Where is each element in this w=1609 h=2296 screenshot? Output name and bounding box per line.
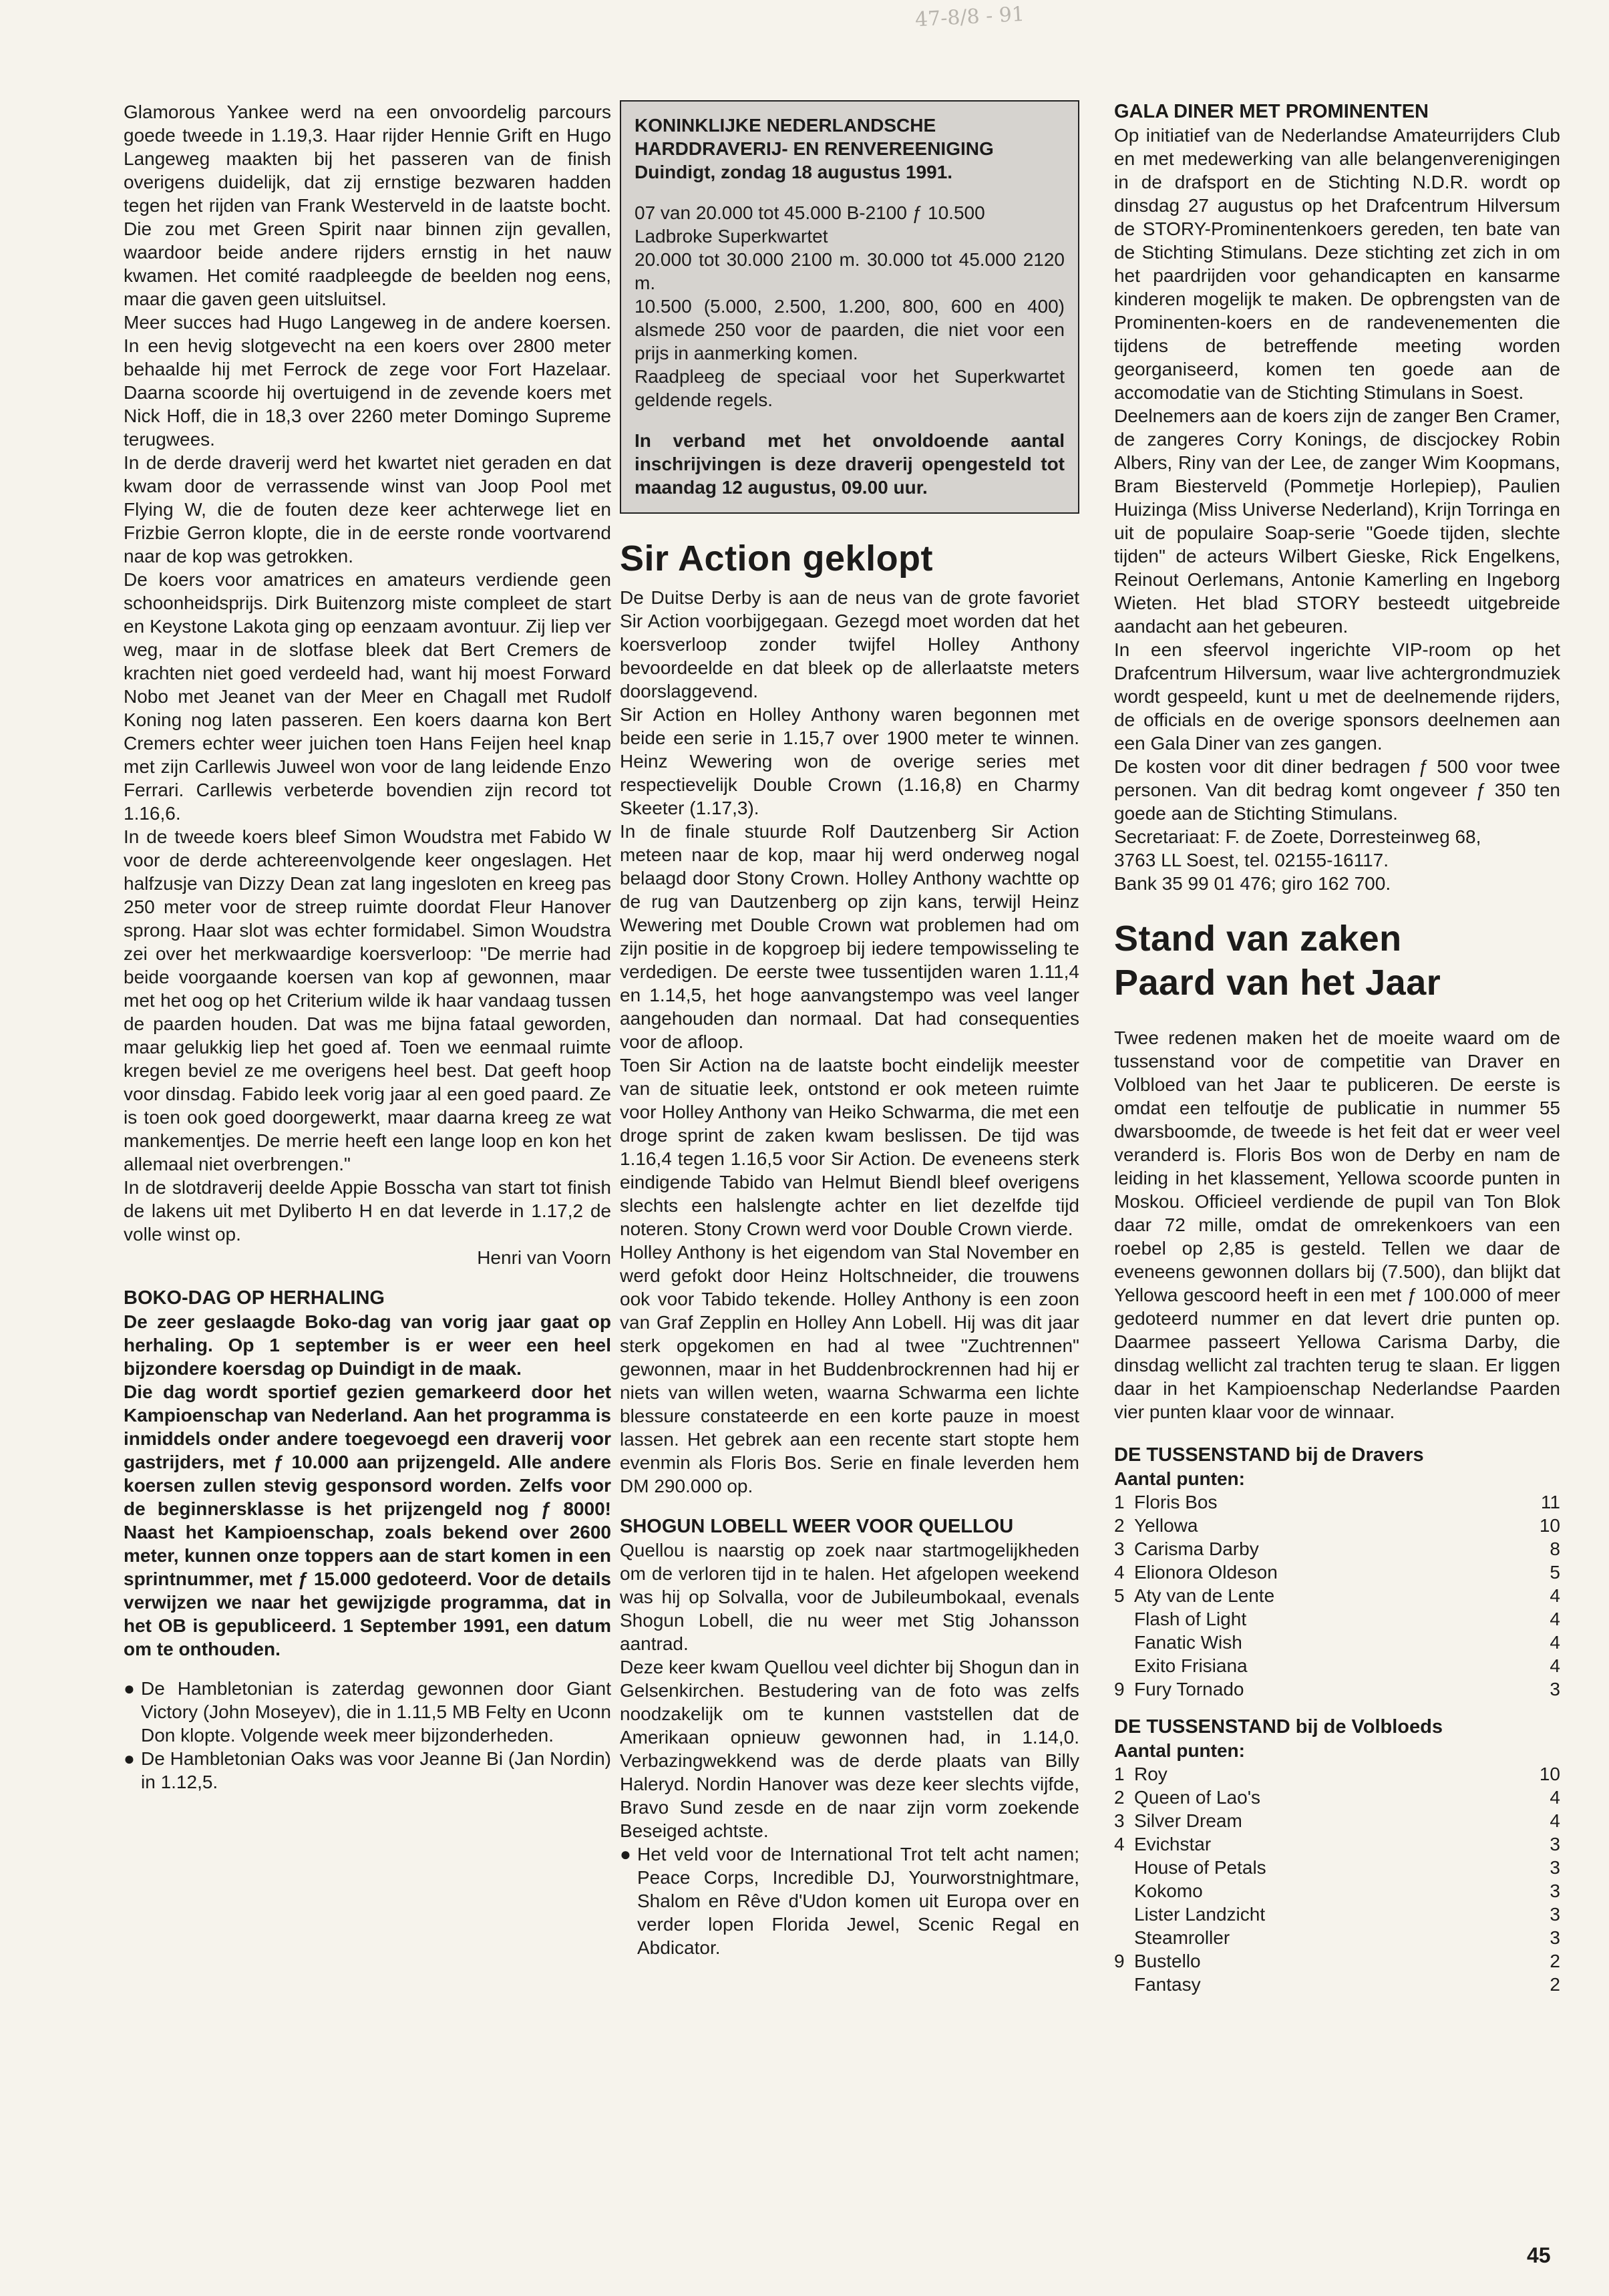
rank-cell xyxy=(1114,1856,1134,1879)
bullet-icon: ● xyxy=(620,1844,631,1864)
horse-name-cell: Queen of Lao's xyxy=(1134,1787,1261,1808)
article-paragraph: De zeer geslaagde Boko-dag van vorig jaar gaat op herhaling. Op 1 september is er weer een heel bijzondere koersdag op Duindigt in de maak. xyxy=(124,1311,611,1379)
points-cell: 10 xyxy=(1539,1764,1560,1784)
table-row xyxy=(1114,1809,1560,1832)
article-paragraph: Quellou is naarstig op zoek naar startmogelijkheden om de verloren tijd in te halen. Het afgelopen weekend was hij op Solvalla, voor de Jubileumbokaal, evenals Shogun Lobell, die nu weer met Stig Johansson aantrad. xyxy=(620,1540,1079,1654)
race-announcement-box xyxy=(620,100,1079,514)
horse-name-cell: Steamroller xyxy=(1134,1927,1230,1948)
table-row xyxy=(1114,1949,1560,1973)
article-paragraph: Holley Anthony is het eigendom van Stal November en werd gefokt door Heinz Holtschneider, die trouwens ook voor Tabido tekende. Holley Anthony is een zoon van Graf Zepplin en Holley Ann Lobell. Hij was dit jaar sterk opgekomen en had al twee "Zuchtrennen" gewonnen, maar in het Buddenbrockrennen had hij er niets van willen weten, waarna Schwarma een lichte blessure constateerde en een korte pauze in moest lassen. Het gebrek aan een recente start stopte hem evenmin als Floris Bos. Serie en finale leverden hem DM 290.000 op. xyxy=(620,1242,1079,1496)
table-row xyxy=(1114,1879,1560,1903)
bullet-text: De Hambletonian Oaks was voor Jeanne Bi (Jan Nordin) in 1.12,5. xyxy=(141,1748,611,1792)
horse-name-cell: Exito Frisiana xyxy=(1134,1655,1248,1676)
table-row xyxy=(1114,1677,1560,1701)
rank-cell: 1 xyxy=(1114,1764,1125,1784)
box-title: HARDDRAVERIJ- EN RENVEREENIGING xyxy=(635,138,994,159)
article-paragraph: In een sfeervol ingerichte VIP-room op het Drafcentrum Hilversum, waar live achtergrondmuziek wordt gespeeld, kunt u met de deelnemende rijders, de officials en de overige sponsors deelnemen aan een Gala Diner van zes gangen. xyxy=(1114,639,1560,754)
rank-cell: 3 xyxy=(1114,1538,1125,1559)
pencil-mark: 47-8/8 - 91 xyxy=(914,2,1025,32)
rank-cell: 2 xyxy=(1114,1787,1125,1808)
horse-name-cell: Aty van de Lente xyxy=(1134,1585,1275,1606)
rank-cell: 2 xyxy=(1114,1515,1125,1536)
column-right xyxy=(1114,100,1560,1996)
rank-cell xyxy=(1114,1903,1134,1926)
horse-name-cell: Flash of Light xyxy=(1134,1609,1247,1629)
rank-cell: 5 xyxy=(1114,1585,1125,1606)
bullet-icon: ● xyxy=(124,1748,135,1769)
table-row xyxy=(1114,1762,1560,1786)
points-cell: 3 xyxy=(1550,1834,1560,1854)
section-heading: SHOGUN LOBELL WEER VOOR QUELLOU xyxy=(620,1516,1014,1537)
table-row xyxy=(1114,1490,1560,1514)
article-paragraph: In de finale stuurde Rolf Dautzenberg Sir Action meteen naar de kop, maar hij werd onderweg nogal belaagd door Stony Crown. Holley Anthony wachtte op de rug van Dautzenberg op zijn kans, terwijl Heinz Wewering met Double Crown wat problemen had om zijn positie in de kopgroep bij iedere tempowisseling te verdedigen. De eerste twee tussentijden waren 1.11,4 en 1.14,5, het hoge aanvangstempo was veel langer aangehouden dan normaal. Dat had consequenties voor de afloop. xyxy=(620,821,1079,1052)
horse-name-cell: Fanatic Wish xyxy=(1134,1632,1242,1653)
standings-subtitle: Aantal punten: xyxy=(1114,1740,1245,1761)
horse-name-cell: Fury Tornado xyxy=(1134,1679,1244,1699)
article-headline: Paard van het Jaar xyxy=(1114,963,1441,1003)
horse-name-cell: Bustello xyxy=(1134,1951,1201,1971)
article-paragraph: Twee redenen maken het de moeite waard om de tussenstand voor de competitie van Draver en Volbloed van het Jaar te publiceren. De eerste is omdat een telfoutje de publicatie in nummer 55 dwarsboomde, de tweede is het feit dat er weer veel veranderd is. Floris Bos won de Derby en nam de leiding in het klassement, Yellowa scoorde punten in Moskou. Officieel verdiende de pupil van Ton Blok daar 72 mille, omdat de omrekenkoers van een roebel op 2,85 is gesteld. Tellen we daar de eveneens gewonnen dollars bij (7.500), dan blijkt dat Yellowa gescoord heeft in een met ƒ 100.000 of meer gedoteerd nummer en dat levert drie punten op. Daarmee passeert Yellowa Carisma Darby, die dinsdag wellicht zal trachten terug te slaan. Er liggen daar in het Kampioenschap Nederlandse Paarden vier punten klaar voor de winnaar. xyxy=(1114,1027,1560,1422)
table-row xyxy=(1114,1856,1560,1879)
article-headline: Sir Action geklopt xyxy=(620,538,934,579)
article-paragraph: De kosten voor dit diner bedragen ƒ 500 voor twee personen. Van dit bedrag komt ongeveer ƒ 350 ten goede aan de Stichting Stimulans. xyxy=(1114,756,1560,824)
standings-title: DE TUSSENSTAND bij de Dravers xyxy=(1114,1444,1424,1466)
section-heading: BOKO-DAG OP HERHALING xyxy=(124,1287,385,1309)
points-cell: 4 xyxy=(1550,1810,1560,1831)
points-cell: 2 xyxy=(1550,1951,1560,1971)
rank-cell xyxy=(1114,1926,1134,1949)
points-cell: 8 xyxy=(1550,1538,1560,1559)
table-row xyxy=(1114,1631,1560,1654)
horse-name-cell: House of Petals xyxy=(1134,1857,1266,1878)
box-text: Ladbroke Superkwartet xyxy=(635,226,828,247)
article-paragraph: In de tweede koers bleef Simon Woudstra met Fabido W voor de derde achtereenvolgende keer ongeslagen. Het halfzusje van Dizzy Dean zat lang ingesloten en kreeg pas 250 meter voor de streep ruimte doordat Fleur Hanover sprong. Haar slot was echter formidabel. Simon Woudstra zei over het merkwaardige koersverloop: "De merrie had beide voorgaande koersen van kop af gewonnen, maar met het oog op het Criterium wilde ik haar vandaag tussen de paarden houden. Dat was me bijna fataal geworden, maar gelukkig liep het goed af. Toen we eenmaal ruimte kregen beviel ze me overigens heel best. Dat geeft hoop voor dinsdag. Fabido leek vorig jaar al een goed paard. Ze is toen ook goed doorgewerkt, maar daarna kreeg ze wat mankementjes. De merrie heeft een lange loop en kon het allemaal niet overbrengen." xyxy=(124,826,611,1174)
rank-cell: 3 xyxy=(1114,1810,1125,1831)
points-cell: 3 xyxy=(1550,1927,1560,1948)
table-row xyxy=(1114,1584,1560,1607)
article-paragraph: Deze keer kwam Quellou veel dichter bij Shogun dan in Gelsenkirchen. Bestudering van de foto was zelfs noodzakelijk om te kunnen vaststellen dat de Amerikaan opnieuw gewonnen had, in 1.14,0. Verbazingwekkend was de derde plaats van Billy Haleryd. Nordin Hanover was deze keer slechts vijfde, Bravo Sund zesde en de naar zijn vorm zoekende Beseiged achtste. xyxy=(620,1657,1079,1841)
points-cell: 4 xyxy=(1550,1655,1560,1676)
rank-cell: 9 xyxy=(1114,1679,1125,1699)
box-text: 10.500 (5.000, 2.500, 1.200, 800, 600 en 400) alsmede 250 voor de paarden, die niet voor een prijs in aanmerking komen. xyxy=(635,296,1065,363)
contact-line: Bank 35 99 01 476; giro 162 700. xyxy=(1114,873,1391,894)
contact-line: Secretariaat: F. de Zoete, Dorresteinweg 68, xyxy=(1114,826,1481,847)
table-row xyxy=(1114,1973,1560,1996)
article-paragraph: Meer succes had Hugo Langeweg in de andere koersen. In een hevig slotgevecht na een koers over 2800 meter behaalde hij met Ferrock de zege voor Fort Hazelaar. Daarna scoorde hij overtuigend in de zevende koers met Nick Hoff, die in 18,3 over 2260 meter Domingo Supreme terugwees. xyxy=(124,312,611,450)
standings-subtitle: Aantal punten: xyxy=(1114,1468,1245,1489)
contact-line: 3763 LL Soest, tel. 02155-16117. xyxy=(1114,850,1389,870)
author-byline: Henri van Voorn xyxy=(477,1247,611,1268)
points-cell: 4 xyxy=(1550,1632,1560,1653)
box-text: Raadpleeg de speciaal voor het Superkwartet geldende regels. xyxy=(635,366,1065,410)
rank-cell xyxy=(1114,1607,1134,1631)
rank-cell xyxy=(1114,1879,1134,1903)
table-row xyxy=(1114,1514,1560,1537)
points-cell: 4 xyxy=(1550,1787,1560,1808)
horse-name-cell: Fantasy xyxy=(1134,1974,1201,1995)
rank-cell: 9 xyxy=(1114,1951,1125,1971)
points-cell: 11 xyxy=(1540,1492,1560,1512)
rank-cell: 1 xyxy=(1114,1492,1125,1512)
article-paragraph: Op initiatief van de Nederlandse Amateurrijders Club en met medewerking van alle belangenverenigingen in de drafsport en de Stichting N.D.R. wordt op dinsdag 27 augustus op het Drafcentrum Hilversum de STORY-Prominentenkoers gereden, ten bate van de Stichting Stimulans. Deze stichting zet zich in om het paardrijden voor gehandicapten en kansarme kinderen mogelijk te maken. De opbrengsten van de Prominenten-koers en de randevenementen die tijdens de betreffende meeting worden georganiseerd, komen ten goede aan de accomodatie van de Stichting Stimulans in Soest. xyxy=(1114,125,1560,403)
points-cell: 2 xyxy=(1550,1974,1560,1995)
box-text: 20.000 tot 30.000 2100 m. 30.000 tot 45.000 2120 m. xyxy=(635,249,1065,293)
table-row xyxy=(1114,1832,1560,1856)
article-paragraph: In de slotdraverij deelde Appie Bosscha van start tot finish de lakens uit met Dyliberto H en dat leverde in 1.17,2 de volle winst op. xyxy=(124,1177,611,1245)
news-bullet xyxy=(124,1747,611,1794)
standings-title: DE TUSSENSTAND bij de Volbloeds xyxy=(1114,1716,1443,1738)
horse-name-cell: Yellowa xyxy=(1134,1515,1198,1536)
box-text: 07 van 20.000 tot 45.000 B-2100 ƒ 10.500 xyxy=(635,202,985,223)
article-paragraph: De Duitse Derby is aan de neus van de grote favoriet Sir Action voorbijgegaan. Gezegd moet worden dat het koersverloop zonder twijfel Holley Anthony bevoordeelde en dat bleek op de allerlaatste meters doorslaggevend. xyxy=(620,587,1079,701)
horse-name-cell: Lister Landzicht xyxy=(1134,1904,1266,1925)
article-paragraph: Die dag wordt sportief gezien gemarkeerd door het Kampioenschap van Nederland. Aan het programma is inmiddels onder andere toegevoegd een draverij voor gastrijders, met ƒ 10.000 aan prijzengeld. Alle andere koersen zullen stevig gesponsord worden. Zelfs voor de beginnersklasse is het prijzengeld nog ƒ 8000! Naast het Kampioenschap, zoals bekend over 2600 meter, kunnen onze toppers aan de start komen in een sprintnummer, met ƒ 15.000 gedoteerd. Voor de details verwijzen we naar het gewijzigde programma, dat in het OB is gepubliceerd. 1 September 1991, een datum om te onthouden. xyxy=(124,1381,611,1659)
page-number: 45 xyxy=(1527,2243,1551,2267)
points-cell: 3 xyxy=(1550,1679,1560,1699)
article-paragraph: Toen Sir Action na de laatste bocht eindelijk meester van de situatie leek, ontstond er ook meteen ruimte voor Holley Anthony van Heiko Schwarma, die met een droge sprint de zaken kwam beslissen. De tijd was 1.16,4 tegen 1.16,5 voor Sir Action. De eveneens sterk eindigende Tabido van Helmut Biendl bleef overigens slechts een halslengte achter en liet dezelfde tijd noteren. Stony Crown werd voor Double Crown vierde. xyxy=(620,1055,1079,1239)
rank-cell: 4 xyxy=(1114,1834,1125,1854)
article-paragraph: Deelnemers aan de koers zijn de zanger Ben Cramer, de zangeres Corry Konings, de discjockey Robin Albers, Riny van der Lee, de zanger Wim Koopmans, Bram Biesterveld (Pommetje Horlepiep), Paulien Huizinga (Miss Universe Nederland), Krijn Torringa en uit de populaire Soap-serie "Goede tijden, slechte tijden" de acteurs Wilbert Gieske, Rick Engelkens, Reinout Oerlemans, Antonie Kamerling en Ingeborg Wieten. Het blad STORY besteedt uitgebreide aandacht aan het gebeuren. xyxy=(1114,405,1560,637)
horse-name-cell: Carisma Darby xyxy=(1134,1538,1259,1559)
table-row xyxy=(1114,1654,1560,1677)
news-bullet xyxy=(124,1677,611,1747)
rank-cell: 4 xyxy=(1114,1562,1125,1583)
table-row xyxy=(1114,1537,1560,1561)
column-left xyxy=(124,100,611,1794)
article-paragraph: Sir Action en Holley Anthony waren begonnen met beide een serie in 1.15,7 over 1900 meter te winnen. Heinz Wewering won de overige series met respectievelijk Double Crown (1.16,8) en Charmy Skeeter (1.17,3). xyxy=(620,704,1079,818)
rank-cell xyxy=(1114,1631,1134,1654)
bullet-text: Het veld voor de International Trot telt acht namen; Peace Corps, Incredible DJ, Yourworstnightmare, Shalom en Rêve d'Udon komen uit Europa over en verder lopen Florida Jewel, Scenic Regal en Abdicator. xyxy=(637,1844,1079,1958)
points-cell: 5 xyxy=(1550,1562,1560,1583)
table-row xyxy=(1114,1926,1560,1949)
horse-name-cell: Floris Bos xyxy=(1134,1492,1218,1512)
bullet-text: De Hambletonian is zaterdag gewonnen door Giant Victory (John Moseyev), die in 1.11,5 MB Felty en Uconn Don klopte. Volgende week meer bijzonderheden. xyxy=(141,1678,611,1746)
article-headline: Stand van zaken xyxy=(1114,919,1402,959)
horse-name-cell: Kokomo xyxy=(1134,1880,1203,1901)
box-note: In verband met het onvoldoende aantal inschrijvingen is deze draverij opengesteld tot maandag 12 augustus, 09.00 uur. xyxy=(635,430,1065,498)
section-heading: GALA DINER MET PROMINENTEN xyxy=(1114,101,1429,122)
bullet-icon: ● xyxy=(124,1678,135,1699)
article-paragraph: Glamorous Yankee werd na een onvoordelig parcours goede tweede in 1.19,3. Haar rijder Hennie Grift en Hugo Langeweg maakten bij het passeren van de finish overigens duidelijk, dat zij ernstige bezwaren hadden tegen het rijden van Frank Westerveld in de laatste bocht. Die zou met Green Spirit naar binnen zijn gevallen, waardoor beide andere rijders ernstig in het nauw kwamen. Het comité raadpleegde de beelden nog eens, maar die gaven geen uitsluitsel. xyxy=(124,102,611,309)
article-paragraph: In de derde draverij werd het kwartet niet geraden en dat kwam door de verrassende winst van Joop Pool met Flying W, die de fouten deze keer achterwege liet en Frizbie Gerron klopte, die in de eerste ronde voortvarend naar de kop was getrokken. xyxy=(124,452,611,566)
article-paragraph: De koers voor amatrices en amateurs verdiende geen schoonheidsprijs. Dirk Buitenzorg miste compleet de start en Keystone Lakota ging op eenzaam avontuur. Zij liep ver weg, maar in de slotfase bleek dat Bert Cremers de krachten niet goed verdeeld had, want hij moest Forward Nobo met Jeanet van der Meer en Chagall met Rudolf Koning nog laten passeren. Een koers daarna kon Bert Cremers echter weer juichen toen Hans Feijen heel knap met zijn Carllewis Juweel won voor de lang leidende Enzo Ferrari. Carllewis verbeterde bovendien zijn record tot 1.16,6. xyxy=(124,569,611,824)
rank-cell xyxy=(1114,1654,1134,1677)
points-cell: 3 xyxy=(1550,1857,1560,1878)
box-title: KONINKLIJKE NEDERLANDSCHE xyxy=(635,115,936,136)
column-middle xyxy=(620,100,1079,1959)
horse-name-cell: Evichstar xyxy=(1134,1834,1212,1854)
horse-name-cell: Roy xyxy=(1134,1764,1168,1784)
horse-name-cell: Elionora Oldeson xyxy=(1134,1562,1278,1583)
table-row xyxy=(1114,1903,1560,1926)
standings-table-volbloeds xyxy=(1114,1762,1560,1996)
horse-name-cell: Silver Dream xyxy=(1134,1810,1242,1831)
table-row xyxy=(1114,1786,1560,1809)
table-row xyxy=(1114,1561,1560,1584)
points-cell: 4 xyxy=(1550,1609,1560,1629)
news-bullet xyxy=(620,1842,1079,1959)
box-title: Duindigt, zondag 18 augustus 1991. xyxy=(635,162,953,182)
points-cell: 10 xyxy=(1539,1515,1560,1536)
points-cell: 3 xyxy=(1550,1880,1560,1901)
points-cell: 4 xyxy=(1550,1585,1560,1606)
rank-cell xyxy=(1114,1973,1134,1996)
standings-table-dravers xyxy=(1114,1490,1560,1701)
points-cell: 3 xyxy=(1550,1904,1560,1925)
table-row xyxy=(1114,1607,1560,1631)
